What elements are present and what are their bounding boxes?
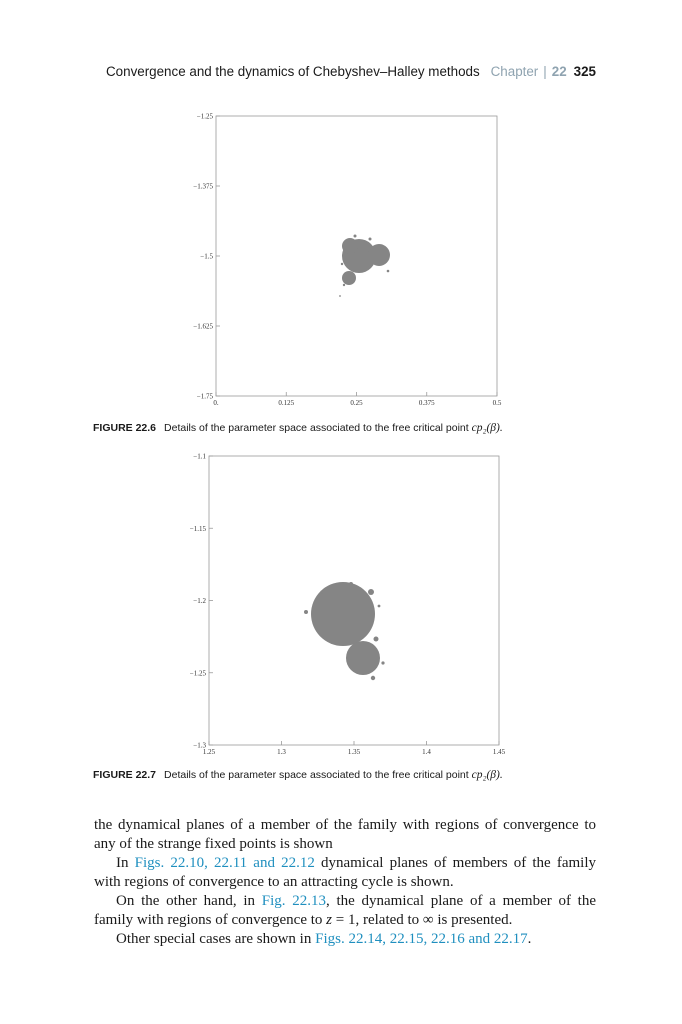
figure-reference-link[interactable]: Figs. 22.14, 22.15, 22.16 and 22.17	[315, 931, 528, 947]
x-tick-label: 0.	[213, 399, 219, 407]
paragraph	[94, 892, 596, 930]
page-number: 325	[573, 64, 596, 79]
caption-text: Details of the parameter space associated to the free critical point	[164, 422, 472, 434]
y-tick-label: −1.2	[193, 597, 206, 605]
paragraph-text: , the dynamical plane of a member of the family with regions of convergence to	[94, 893, 597, 928]
y-tick-label: −1.25	[196, 112, 213, 121]
x-tick-label: 1.25	[202, 748, 216, 756]
paragraph-text: In	[116, 855, 135, 871]
y-tick-label: −1.75	[196, 392, 213, 401]
y-tick-label: −1.1	[193, 452, 206, 461]
x-tick-label: 0.25	[350, 399, 363, 407]
x-tick-label: 0.375	[418, 399, 435, 407]
y-tick-label: −1.625	[193, 322, 213, 331]
body-text	[94, 816, 596, 949]
running-head-title: Convergence and the dynamics of Chebyshev–Halley methods	[106, 64, 480, 79]
paragraph-text: Other special cases are shown in	[116, 931, 316, 947]
paragraph-text: dynamical planes of members of the family with regions of convergence to an attracting cycle is shown.	[94, 855, 596, 890]
x-tick-label: 0.5	[492, 399, 502, 407]
x-tick-label: 1.35	[347, 748, 361, 756]
y-tick-label: −1.15	[189, 524, 206, 533]
y-tick-label: −1.3	[193, 741, 206, 750]
x-tick-label: 0.125	[278, 399, 295, 407]
x-tick-label: 1.4	[422, 748, 431, 756]
caption-math: cp₂(β).	[471, 769, 503, 781]
x-tick-label: 1.3	[277, 748, 286, 756]
math-variable: z	[326, 912, 332, 928]
figure-reference-link[interactable]: Figs. 22.10, 22.11 and 22.12	[134, 855, 315, 871]
caption-text: Details of the parameter space associated to the free critical point	[164, 769, 472, 781]
y-tick-label: −1.25	[189, 669, 206, 678]
caption-math: cp₂(β).	[471, 422, 503, 434]
x-tick-label: 1.45	[492, 748, 506, 756]
figure-reference-link[interactable]: Fig. 22.13	[261, 893, 326, 909]
chapter-number: 22	[551, 64, 567, 79]
paragraph-text: On the other hand, in	[116, 893, 262, 909]
figure-label: FIGURE 22.6	[93, 422, 157, 434]
paragraph-text: = 1, related to ∞ is presented.	[332, 912, 513, 928]
figure-label: FIGURE 22.7	[93, 769, 157, 781]
paragraph-text: .	[527, 931, 532, 947]
y-tick-label: −1.375	[193, 182, 213, 191]
chapter-label: Chapter	[490, 64, 539, 79]
paragraph-text: the dynamical planes of a member of the family with regions of convergence to any of the strange fixed points is shown	[94, 817, 596, 852]
paragraph	[94, 854, 596, 892]
figure-22-7-caption	[93, 769, 593, 781]
paragraph	[94, 816, 596, 854]
paragraph	[94, 930, 596, 949]
header-separator: |	[543, 64, 547, 79]
y-tick-label: −1.5	[200, 252, 213, 261]
